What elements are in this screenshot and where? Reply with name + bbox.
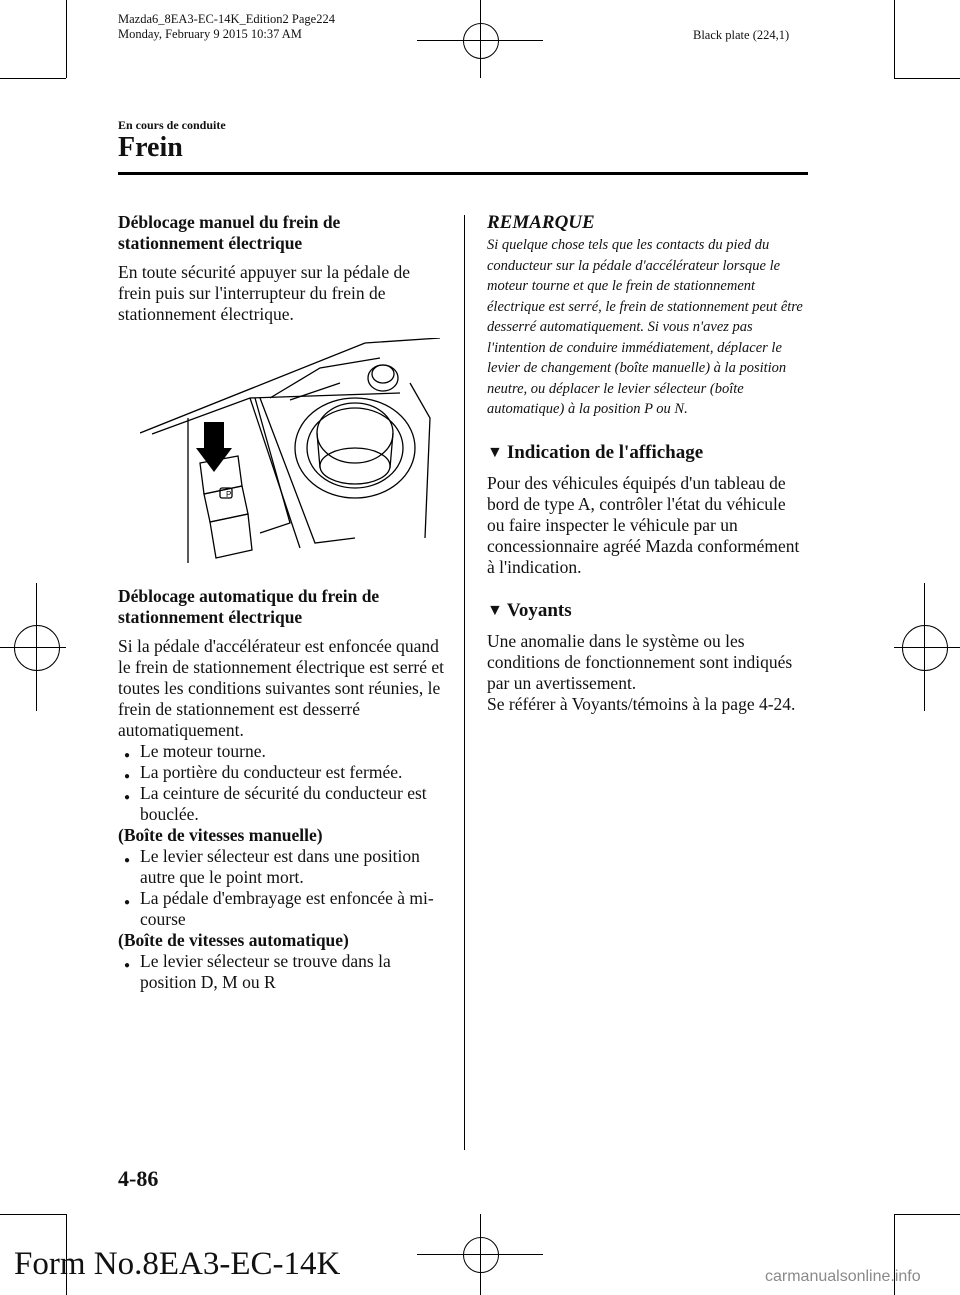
left-column-lower <box>118 586 448 993</box>
section-category: En cours de conduite <box>118 118 226 132</box>
print-job-line1: Mazda6_8EA3-EC-14K_Edition2 Page224 <box>118 12 335 26</box>
section-title: Frein <box>118 132 183 163</box>
registration-circle-top <box>463 23 499 59</box>
watermark: carmanualsonline.info <box>765 1268 921 1285</box>
registration-circle-right <box>902 625 948 671</box>
column-divider <box>464 215 465 1150</box>
manual-release-text: En toute sécurité appuyer sur la pédale de frein puis sur l'interrupteur du frein de stationnement électrique. <box>118 262 411 324</box>
list-item: ● Le levier sélecteur se trouve dans la position D, M ou R <box>124 951 391 992</box>
manual-gearbox-label: (Boîte de vitesses manuelle) <box>118 825 323 845</box>
list-item: ● Le levier sélecteur est dans une position autre que le point mort. <box>124 846 420 887</box>
page-number: 4-86 <box>118 1166 159 1191</box>
print-job-info <box>118 12 335 42</box>
voyants-heading: ▼ Voyants <box>487 599 572 621</box>
registration-circle-bottom <box>463 1237 499 1273</box>
list-item: ● La pédale d'embrayage est enfoncée à mi-course <box>124 888 434 929</box>
indication-text: Pour des véhicules équipés d'un tableau de bord de type A, contrôler l'état du véhicule ou faire inspecter le véhicule par un concessionnaire agréé Mazda conformément à l'indication. <box>487 472 800 577</box>
parking-brake-illustration <box>140 338 440 568</box>
voyants-text: Une anomalie dans le système ou les conditions de fonctionnement sont indiqués par un avertissement. <box>487 630 793 693</box>
manual-release-heading: Déblocage manuel du frein de stationnement électrique <box>118 212 341 253</box>
print-job-line2: Monday, February 9 2015 10:37 AM <box>118 27 302 41</box>
remark-text: Si quelque chose tels que les contacts du pied du conducteur sur la pédale d'accélérateur lorsque le moteur tourne et que le frein de stationnement électrique est serré, le frein de stationnement peut être desserré automatiquement. Si vous n'avez pas l'intention de conduire immédiatement, déplacer le levier de changement (boîte manuelle) à la position neutre, ou déplacer le levier sélecteur (boîte automatique) à la position P ou N. <box>487 237 803 417</box>
triangle-down-icon: ▼ <box>487 443 503 461</box>
auto-release-text: Si la pédale d'accélérateur est enfoncée quand le frein de stationnement électrique est serré et toutes les conditions suivantes sont réunies, le frein de stationnement est desserré automatiquement. <box>118 636 445 740</box>
triangle-down-icon: ▼ <box>487 601 503 619</box>
indication-heading: ▼ Indication de l'affichage <box>487 441 704 463</box>
parking-brake-switch-drawing <box>140 338 440 568</box>
auto-release-heading: Déblocage automatique du frein de stationnement électrique <box>118 586 380 627</box>
left-column <box>118 212 443 325</box>
list-item: ● Le moteur tourne. <box>124 741 266 761</box>
auto-gearbox-label: (Boîte de vitesses automatique) <box>118 930 349 950</box>
right-column <box>487 212 807 715</box>
list-item: ● La portière du conducteur est fermée. <box>124 762 403 782</box>
remark-title: REMARQUE <box>487 212 595 233</box>
list-item: ● La ceinture de sécurité du conducteur est bouclée. <box>124 783 427 824</box>
header-rule <box>118 172 808 175</box>
form-number: Form No.8EA3-EC-14K <box>14 1246 341 1282</box>
registration-circle-left <box>14 625 60 671</box>
plate-label: Black plate (224,1) <box>693 28 790 42</box>
voyants-reference: Se référer à Voyants/témoins à la page 4-24. <box>487 693 796 714</box>
p-symbol: P <box>226 490 232 499</box>
